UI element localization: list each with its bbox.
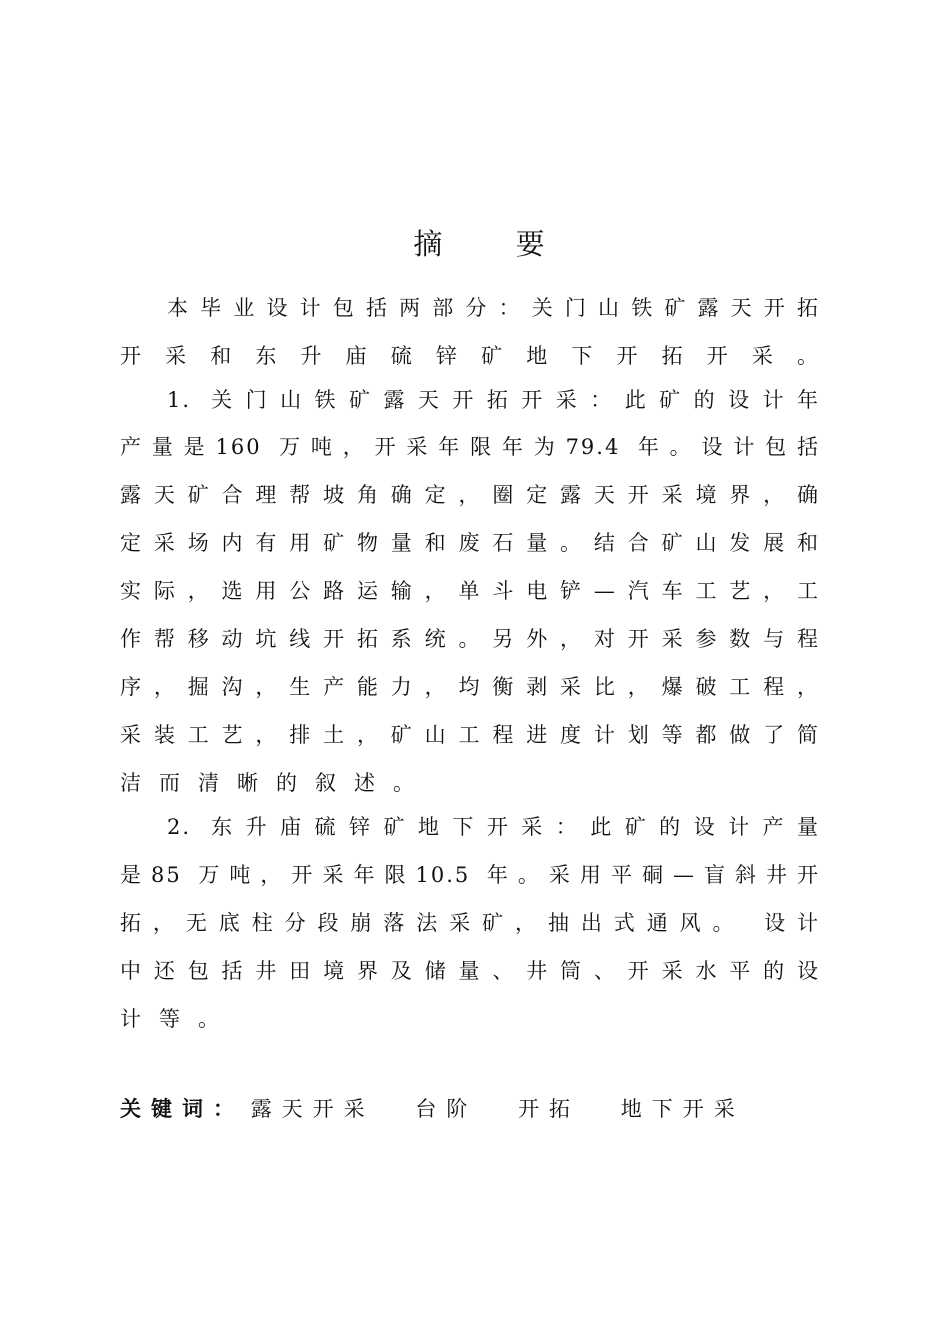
paragraph-line: 2. 东升庙硫锌矿地下开采：此矿的设计产量 (167, 815, 820, 839)
paragraph-line: 产量是160 万吨，开采年限年为79.4 年。设计包括 (120, 435, 820, 459)
paragraph-line: 序，掘沟，生产能力，均衡剥采比，爆破工程， (120, 675, 820, 699)
paragraph-line: 作帮移动坑线开拓系统。另外，对开采参数与程 (120, 627, 820, 651)
paragraph-line: 实际，选用公路运输，单斗电铲—汽车工艺，工 (120, 579, 820, 603)
paragraph-line: 计等。 (120, 1007, 237, 1031)
paragraph-line: 定采场内有用矿物量和废石量。结合矿山发展和 (120, 531, 820, 555)
paragraph-line: 露天矿合理帮坡角确定，圈定露天开采境界，确 (120, 483, 820, 507)
keywords-line (120, 1085, 779, 1133)
paragraph-line: 采装工艺，排土，矿山工程进度计划等都做了简 (120, 723, 820, 747)
page-title: 摘 要 (413, 227, 577, 261)
keyword-item: 开拓 (518, 1097, 581, 1121)
paragraph-line: 拓，无底柱分段崩落法采矿，抽出式通风。 设计 (120, 911, 820, 935)
paragraph-line: 是85 万吨，开采年限10.5 年。采用平硐—盲斜井开 (120, 863, 820, 887)
paragraph-line: 开采和东升庙硫锌矿地下开拓开采。 (120, 344, 820, 368)
keyword-item: 露天开采 (250, 1097, 375, 1121)
paragraph-line: 中还包括井田境界及储量、井筒、开采水平的设 (120, 959, 820, 983)
keyword-item: 地下开采 (620, 1097, 745, 1121)
paragraph-line: 洁而清晰的叙述。 (120, 771, 432, 795)
paragraph-line: 1. 关门山铁矿露天开拓开采：此矿的设计年 (167, 388, 820, 412)
keyword-item: 台阶 (415, 1097, 478, 1121)
keywords-label: 关键词： (120, 1096, 244, 1121)
paragraph-line: 本毕业设计包括两部分：关门山铁矿露天开拓 (167, 296, 820, 320)
